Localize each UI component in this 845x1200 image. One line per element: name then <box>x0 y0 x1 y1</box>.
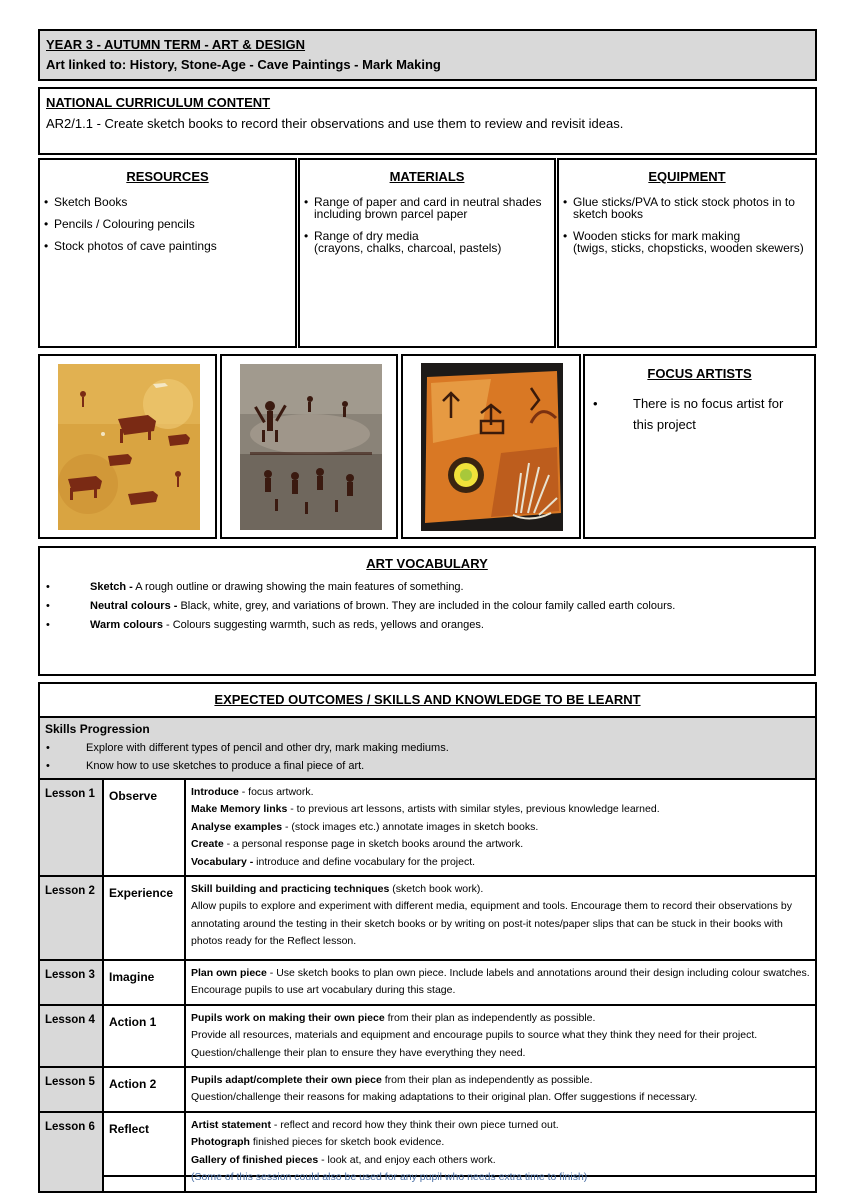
resources-list <box>40 196 295 252</box>
lesson-detail <box>185 1067 816 1112</box>
lesson-detail <box>185 960 816 1005</box>
table-row <box>39 1005 816 1067</box>
detail-text: - Use sketch books to plan own piece. Include labels and annotations around their design including colour swatches. Encourage pupils to use art vocabulary during this stage. <box>191 967 810 997</box>
outcomes-box <box>38 682 817 1184</box>
detail-text: Provide all resources, materials and equipment and encourage pupils to source what they think they need for their project. Question/challenge their plan to ensure they have everything they need. <box>191 1029 758 1059</box>
outcomes-heading: EXPECTED OUTCOMES / SKILLS AND KNOWLEDGE TO BE LEARNT <box>214 692 641 707</box>
list-item: • Sketch Books <box>44 196 289 208</box>
detail-bold: Gallery of finished pieces <box>191 1153 319 1166</box>
lesson-detail <box>185 779 816 876</box>
vocabulary-list <box>40 581 814 632</box>
lesson-name: Experience <box>103 876 185 960</box>
table-row <box>39 960 816 1005</box>
detail-bold: Pupils work on making their own piece <box>191 1011 385 1024</box>
lesson-number: Lesson 1 <box>39 779 103 876</box>
detail-line <box>191 1027 810 1062</box>
detail-line <box>191 1089 810 1106</box>
detail-text: from their plan as independently as possible. <box>384 1011 596 1024</box>
curriculum-box <box>38 87 817 155</box>
lesson-name: Action 2 <box>103 1067 185 1112</box>
detail-line <box>191 1134 810 1151</box>
list-item <box>563 230 809 254</box>
materials-heading: MATERIALS <box>389 169 465 184</box>
bullet: • <box>46 742 50 754</box>
lesson-number: Lesson 6 <box>39 1112 103 1192</box>
lesson-number: Lesson 3 <box>39 960 103 1005</box>
detail-text: - look at, and enjoy each others work. <box>318 1153 496 1166</box>
detail-bold: Skill building and practicing techniques <box>191 883 390 896</box>
detail-line <box>191 1072 810 1089</box>
detail-line <box>191 1010 810 1027</box>
detail-text: - a personal response page in sketch books around the artwork. <box>223 838 524 851</box>
detail-bold: Artist statement <box>191 1118 271 1131</box>
detail-note: (Some of this session could also be used for any pupil who needs extra time to finish) <box>191 1171 588 1184</box>
list-item <box>45 757 810 775</box>
vocab-definition: Black, white, grey, and variations of brown. They are included in the colour family called earth colours. <box>177 600 676 612</box>
item-sub: sketch books <box>573 207 644 221</box>
focus-artists-item <box>593 393 804 435</box>
table-row <box>39 876 816 960</box>
focus-artists-box <box>583 354 816 539</box>
focus-artists-heading: FOCUS ARTISTS <box>647 366 752 381</box>
detail-text: - (stock images etc.) annotate images in sketch books. <box>282 820 539 833</box>
detail-text: Allow pupils to explore and experiment with different media, equipment and tools. Encourage them to record their observations by annotating around the testing in their sketch books or by writing on post-it notes/paper slips that can be stuck in their books with photos ready for the Reflect lesson. <box>191 900 792 948</box>
bullet: • <box>46 760 50 772</box>
detail-text: (sketch book work). <box>389 883 484 896</box>
detail-text: - focus artwork. <box>238 786 314 798</box>
skills-progression <box>40 718 815 778</box>
detail-line <box>191 965 810 1000</box>
list-item <box>45 739 810 757</box>
item-main: Glue sticks/PVA to stick stock photos in to <box>573 195 795 209</box>
focus-artists-text: There is no focus artist for this project <box>633 396 784 432</box>
detail-bold: Analyse examples <box>191 820 283 833</box>
detail-line <box>191 819 810 836</box>
table-row <box>39 1112 816 1192</box>
lesson-detail <box>185 1005 816 1067</box>
photo-frame-1 <box>38 354 217 539</box>
cave-painting-image-2 <box>240 364 382 530</box>
detail-text: - to previous art lessons, artists with similar styles, previous knowledge learned. <box>287 803 660 816</box>
linked-subjects: Art linked to: History, Stone-Age - Cave Paintings - Mark Making <box>46 57 441 72</box>
item-main: Range of dry media <box>314 229 419 243</box>
list-item <box>304 230 548 254</box>
page-title: YEAR 3 - AUTUMN TERM - ART & DESIGN <box>46 37 306 52</box>
table-row <box>39 1067 816 1112</box>
photo-frame-2 <box>220 354 398 539</box>
item-sub: including brown parcel paper <box>314 207 468 221</box>
item-main: Range of paper and card in neutral shades <box>314 195 542 209</box>
detail-bold: Introduce <box>191 786 239 798</box>
lesson-number: Lesson 4 <box>39 1005 103 1067</box>
detail-line <box>191 784 810 801</box>
detail-bold: Make Memory links <box>191 803 288 816</box>
list-item: • Pencils / Colouring pencils <box>44 218 289 230</box>
cave-painting-image-3 <box>421 363 563 531</box>
detail-text: finished pieces for sketch book evidence. <box>249 1136 445 1149</box>
detail-line <box>191 1117 810 1134</box>
equipment-heading: EQUIPMENT <box>648 169 726 184</box>
materials-list <box>300 196 554 254</box>
item-main: Wooden sticks for mark making <box>573 229 741 243</box>
lesson-detail <box>185 1112 816 1192</box>
vocab-term: Neutral colours - <box>90 600 178 612</box>
list-item <box>44 619 806 632</box>
detail-bold: Pupils adapt/complete their own piece <box>191 1074 382 1087</box>
lesson-number: Lesson 5 <box>39 1067 103 1112</box>
resources-heading: RESOURCES <box>126 169 209 184</box>
vocab-term: Warm colours <box>90 619 163 631</box>
lesson-name: Reflect <box>103 1112 185 1192</box>
lesson-name: Imagine <box>103 960 185 1005</box>
skill-text: Explore with different types of pencil and other dry, mark making mediums. <box>86 742 449 754</box>
curriculum-heading: NATIONAL CURRICULUM CONTENT <box>46 95 271 110</box>
equipment-list <box>559 196 815 254</box>
detail-line <box>191 801 810 818</box>
vocabulary-box <box>38 546 816 676</box>
item-sub: (crayons, chalks, charcoal, pastels) <box>314 241 502 255</box>
lesson-detail <box>185 876 816 960</box>
detail-line <box>191 1152 810 1169</box>
bullet: • <box>593 396 598 411</box>
vocab-term: Sketch - <box>90 581 133 593</box>
list-item <box>304 196 548 220</box>
photo-frame-3 <box>401 354 581 539</box>
detail-text: introduce and define vocabulary for the project. <box>253 855 476 868</box>
lessons-table <box>38 778 817 1193</box>
item-sub: (twigs, sticks, chopsticks, wooden skewers) <box>573 241 804 255</box>
list-item: • Stock photos of cave paintings <box>44 240 289 252</box>
lesson-name: Observe <box>103 779 185 876</box>
detail-line <box>191 836 810 853</box>
skills-title: Skills Progression <box>45 722 150 736</box>
table-row <box>39 779 816 876</box>
vocabulary-heading: ART VOCABULARY <box>366 556 488 571</box>
resources-box <box>38 158 297 348</box>
detail-text: from their plan as independently as possible. <box>381 1074 593 1087</box>
list-item <box>44 581 806 594</box>
vocab-definition: A rough outline or drawing showing the main features of something. <box>132 581 464 593</box>
detail-bold: Vocabulary - <box>191 855 254 868</box>
materials-box <box>298 158 556 348</box>
detail-text: - reflect and record how they think their own piece turned out. <box>270 1118 559 1131</box>
detail-line <box>191 854 810 871</box>
vocab-definition: - Colours suggesting warmth, such as reds, yellows and oranges. <box>162 619 484 631</box>
curriculum-text: AR2/1.1 - Create sketch books to record their observations and use them to review and revisit ideas. <box>46 116 624 131</box>
outcomes-header <box>40 684 815 718</box>
detail-line <box>191 898 810 950</box>
lesson-name: Action 1 <box>103 1005 185 1067</box>
detail-bold: Plan own piece <box>191 967 267 980</box>
detail-bold: Photograph <box>191 1136 250 1149</box>
lesson-number: Lesson 2 <box>39 876 103 960</box>
list-item <box>44 600 806 613</box>
skill-text: Know how to use sketches to produce a final piece of art. <box>86 760 365 772</box>
header-box <box>38 29 817 81</box>
detail-line <box>191 881 810 898</box>
detail-bold: Create <box>191 838 224 851</box>
cave-painting-image-1 <box>58 364 200 530</box>
list-item <box>563 196 809 220</box>
equipment-box <box>557 158 817 348</box>
detail-text: Question/challenge their reasons for making adaptations to their original plan. Offer suggestions if necessary. <box>191 1091 698 1104</box>
